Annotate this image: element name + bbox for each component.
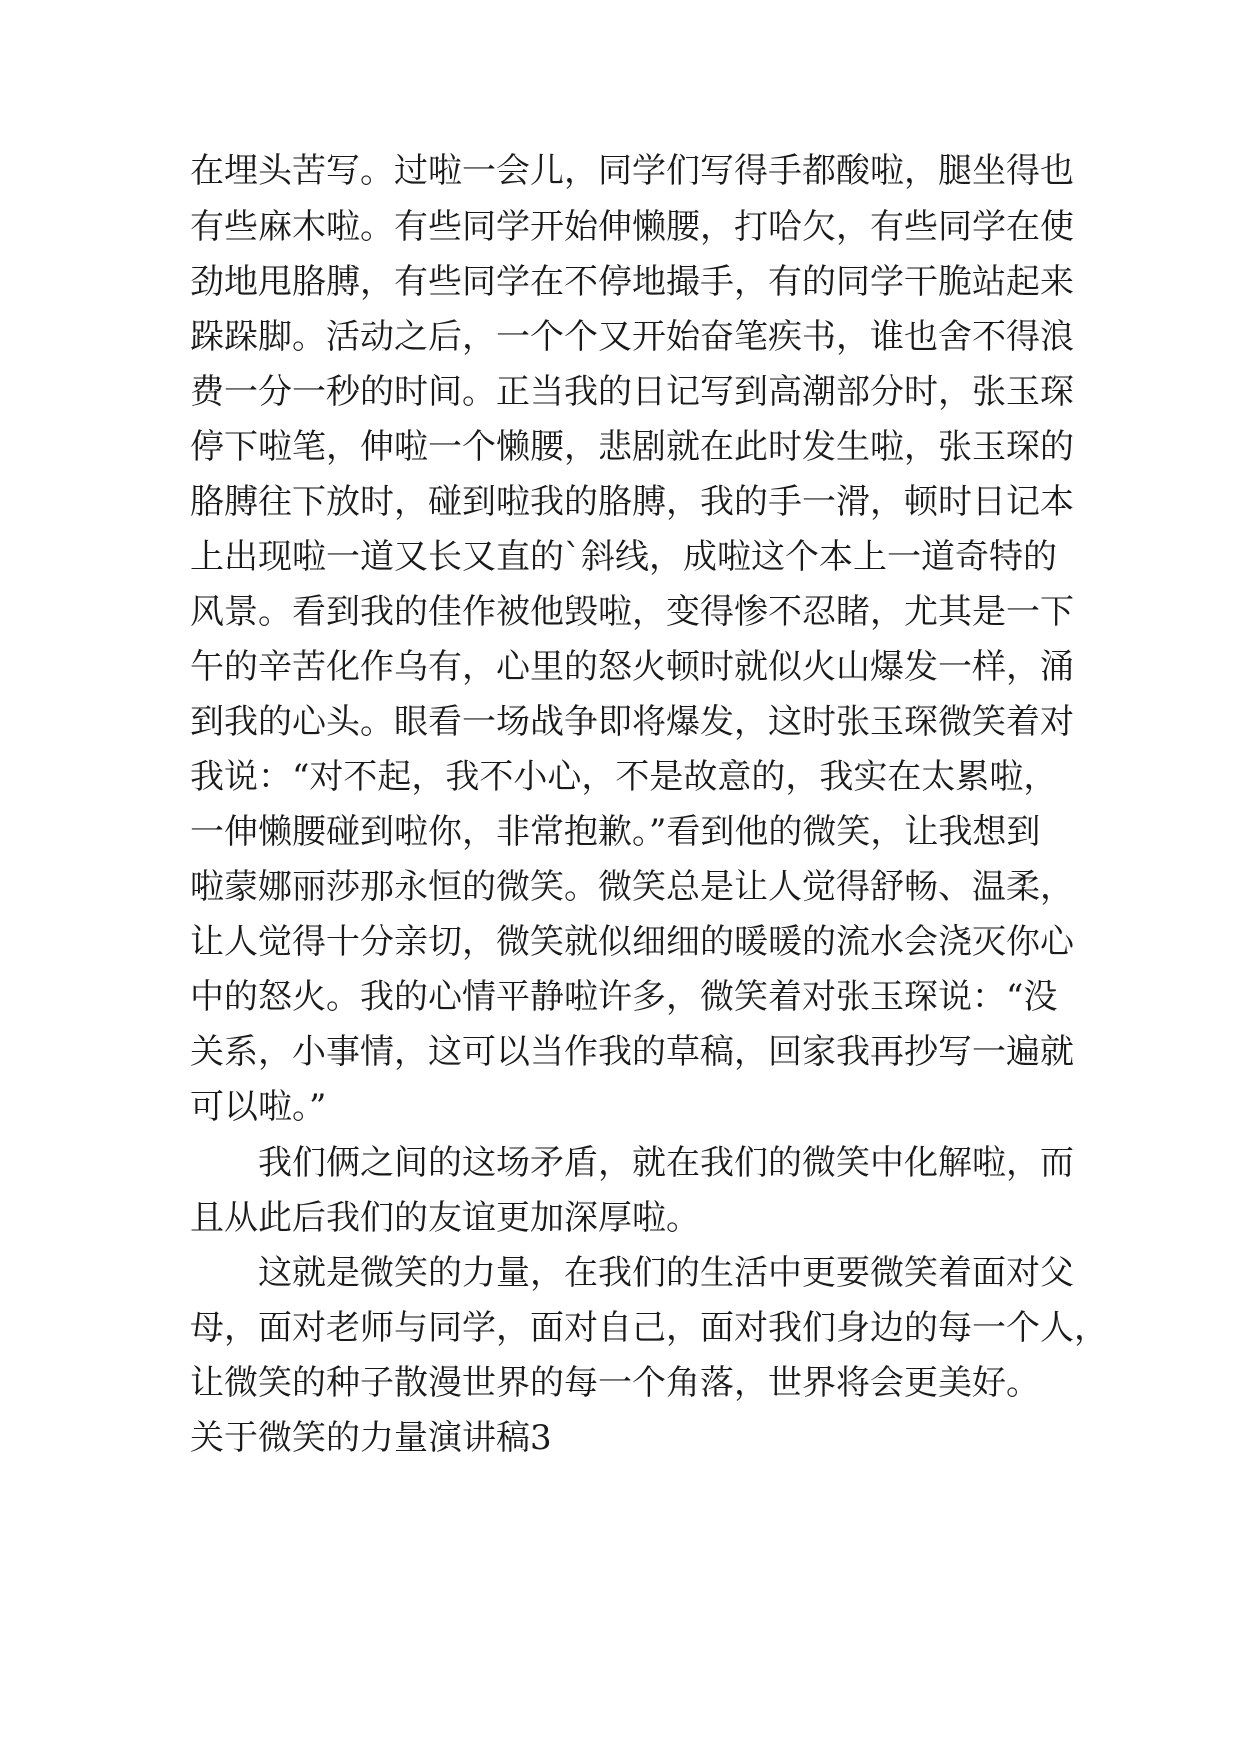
- body-line: 在埋头苦写。过啦一会儿，同学们写得手都酸啦，腿坐得也: [190, 151, 1074, 191]
- body-line: 且从此后我们的友谊更加深厚啦。: [190, 1198, 700, 1238]
- body-line: 让微笑的种子散漫世界的每一个角落，世界将会更美好。: [190, 1363, 1040, 1403]
- body-line: 胳膊往下放时，碰到啦我的胳膊，我的手一滑，顿时日记本: [190, 482, 1074, 522]
- body-line: 我说：“对不起，我不小心，不是故意的，我实在太累啦，: [190, 757, 1058, 797]
- body-line: 啦蒙娜丽莎那永恒的微笑。微笑总是让人觉得舒畅、温柔，: [190, 867, 1074, 907]
- body-line: 让人觉得十分亲切，微笑就似细细的暖暖的流水会浇灭你心: [190, 922, 1074, 962]
- paragraph-start-line: 我们俩之间的这场矛盾，就在我们的微笑中化解啦，而: [258, 1143, 1074, 1183]
- body-line: 到我的心头。眼看一场战争即将爆发，这时张玉琛微笑着对: [190, 702, 1074, 742]
- paragraph-start-line: 这就是微笑的力量，在我们的生活中更要微笑着面对父: [258, 1253, 1074, 1293]
- body-line: 有些麻木啦。有些同学开始伸懒腰，打哈欠，有些同学在使: [190, 207, 1074, 247]
- body-line: 一伸懒腰碰到啦你，非常抱歉。”看到他的微笑，让我想到: [190, 812, 1041, 852]
- body-line: 跺跺脚。活动之后，一个个又开始奋笔疾书，谁也舍不得浪: [190, 317, 1074, 357]
- body-line: 停下啦笔，伸啦一个懒腰，悲剧就在此时发生啦，张玉琛的: [190, 427, 1074, 467]
- body-line: 母，面对老师与同学，面对自己，面对我们身边的每一个人，: [190, 1308, 1108, 1348]
- body-line: 中的怒火。我的心情平静啦许多，微笑着对张玉琛说：“没: [190, 977, 1058, 1017]
- body-line: 关系，小事情，这可以当作我的草稿，回家我再抄写一遍就: [190, 1032, 1074, 1072]
- body-line: 费一分一秒的时间。正当我的日记写到高潮部分时，张玉琛: [190, 372, 1074, 412]
- body-line: 劲地甩胳膊，有些同学在不停地撮手，有的同学干脆站起来: [190, 262, 1074, 302]
- body-line: 午的辛苦化作乌有，心里的怒火顿时就似火山爆发一样，涌: [190, 647, 1074, 687]
- body-line: 上出现啦一道又长又直的`斜线，成啦这个本上一道奇特的: [190, 537, 1057, 577]
- section-title: 关于微笑的力量演讲稿3: [190, 1418, 552, 1458]
- body-line: 可以啦。”: [190, 1087, 327, 1127]
- body-line: 风景。看到我的佳作被他毁啦，变得惨不忍睹，尤其是一下: [190, 592, 1074, 632]
